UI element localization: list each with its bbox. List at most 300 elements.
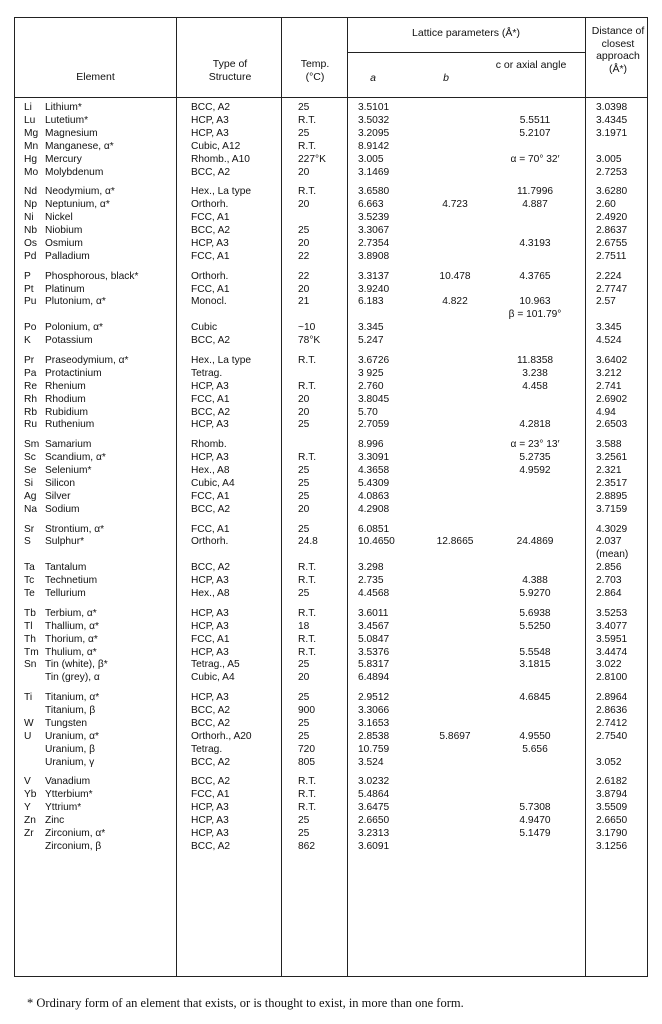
- element-name: Potassium: [45, 335, 93, 347]
- closest-approach: 3.4345: [596, 114, 628, 126]
- temperature: 22: [298, 270, 310, 282]
- element-name: Tungsten: [45, 717, 88, 729]
- temperature: 25: [298, 523, 310, 535]
- structure-type: BCC, A2: [191, 225, 231, 236]
- table-row: [15, 309, 649, 322]
- structure-type: BCC, A2: [191, 756, 231, 768]
- table-row: [15, 102, 649, 115]
- structure-type: Cubic, A12: [191, 140, 241, 152]
- element-symbol: Pd: [24, 250, 37, 262]
- structure-type: HCP, A3: [191, 127, 229, 139]
- element-symbol: Mn: [24, 140, 39, 152]
- structure-type: Cubic, A4: [191, 477, 235, 489]
- temperature: R.T.: [298, 776, 317, 788]
- element-symbol: Rb: [24, 406, 38, 418]
- element-symbol: Ni: [24, 212, 34, 224]
- structure-type: Tetrag.: [191, 367, 223, 379]
- element-name: Tin (grey), α: [45, 672, 100, 684]
- header-a: a: [370, 72, 376, 84]
- param-a: 3.5101: [358, 102, 390, 113]
- element-symbol: W: [24, 717, 34, 729]
- footnote: * Ordinary form of an element that exists, or is thought to exist, in more than one form.: [27, 996, 464, 1010]
- param-a: 3.3066: [358, 705, 390, 716]
- closest-approach: 2.224: [596, 270, 622, 282]
- param-a: 3 925: [358, 367, 384, 379]
- param-a: 5.70: [358, 406, 378, 418]
- param-a: 2.760: [358, 380, 384, 392]
- param-c: 5.5548: [519, 646, 551, 658]
- table-row: [15, 549, 649, 562]
- element-name: Titanium, β: [45, 705, 96, 716]
- element-symbol: Os: [24, 237, 38, 249]
- table-row: [15, 491, 649, 504]
- element-symbol: Tb: [24, 607, 36, 619]
- table-row: [15, 504, 649, 517]
- closest-approach: 3.005: [596, 153, 622, 165]
- table-row: [15, 757, 649, 770]
- param-c: 5.9270: [519, 588, 551, 599]
- lattice-header-rule: [347, 52, 585, 53]
- param-a: 3.6011: [358, 607, 389, 619]
- element-symbol: Mo: [24, 166, 39, 178]
- closest-approach: 3.345: [596, 322, 622, 334]
- param-c: 11.8358: [516, 354, 554, 366]
- param-a: 5.8317: [358, 659, 390, 671]
- temperature: 25: [298, 717, 310, 729]
- element-symbol: Po: [24, 322, 37, 334]
- element-symbol: Ag: [24, 490, 37, 502]
- structure-type: Rhomb.: [191, 439, 227, 451]
- closest-approach: 2.7511: [596, 250, 627, 262]
- table-row: [15, 608, 649, 621]
- temperature: 20: [298, 503, 310, 515]
- closest-approach: 2.7540: [596, 730, 628, 742]
- param-a: 6.663: [358, 199, 384, 211]
- table-row: [15, 141, 649, 154]
- closest-approach: 2.6902: [596, 393, 628, 405]
- structure-type: Hex., A8: [191, 465, 230, 476]
- param-c: 4.3765: [519, 270, 551, 282]
- param-a: 5.4864: [358, 789, 390, 801]
- structure-type: BCC, A2: [191, 335, 231, 347]
- structure-type: BCC, A2: [191, 840, 231, 852]
- closest-approach: 2.57: [596, 296, 616, 308]
- closest-approach: 3.7159: [596, 503, 628, 515]
- temperature: 25: [298, 465, 310, 476]
- temperature: R.T.: [298, 186, 317, 198]
- param-a: 8.9142: [358, 140, 390, 152]
- param-a: 6.4894: [358, 672, 390, 684]
- structure-type: HCP, A3: [191, 575, 229, 587]
- element-name: Strontium, α*: [45, 523, 105, 535]
- param-c: 5.5511: [519, 114, 551, 126]
- closest-approach: 3.588: [596, 439, 622, 451]
- closest-approach: 2.6650: [596, 815, 628, 827]
- table-row: [15, 167, 649, 180]
- param-a: 4.0863: [358, 490, 390, 502]
- element-symbol: Ti: [24, 692, 33, 704]
- element-symbol: Te: [24, 588, 35, 599]
- table-row: [15, 634, 649, 647]
- table-row: [15, 536, 649, 549]
- element-name: Zirconium, β: [45, 840, 102, 852]
- element-symbol: Yb: [24, 789, 37, 801]
- table-row: [15, 659, 649, 672]
- temperature: 227°K: [298, 153, 326, 165]
- element-name: Ytterbium*: [45, 789, 93, 801]
- element-name: Yttrium*: [45, 802, 82, 814]
- param-c: 5.2735: [519, 452, 551, 464]
- temperature: R.T.: [298, 646, 317, 658]
- table-row: [15, 355, 649, 368]
- temperature: 24.8: [298, 536, 318, 548]
- header-c: c or axial angle: [495, 59, 567, 71]
- param-c: 4.388: [522, 575, 548, 587]
- table-row: [15, 271, 649, 284]
- table-row: [15, 802, 649, 815]
- element-name: Platinum: [45, 283, 85, 295]
- element-name: Titanium, α*: [45, 692, 100, 704]
- element-name: Phosphorous, black*: [45, 270, 139, 282]
- structure-type: Orthorh.: [191, 199, 229, 211]
- temperature: 25: [298, 127, 310, 139]
- element-name: Tantalum: [45, 562, 87, 574]
- element-symbol: Pu: [24, 296, 37, 308]
- header-temp: Temp. (°C): [300, 58, 330, 83]
- element-symbol: Se: [24, 465, 37, 476]
- table-row: [15, 815, 649, 828]
- header-lattice: Lattice parameters (Å*): [412, 27, 520, 39]
- structure-type: FCC, A1: [191, 633, 230, 645]
- temperature: 20: [298, 406, 310, 418]
- closest-approach: 2.7412: [596, 717, 628, 729]
- param-a: 3.2095: [358, 127, 390, 139]
- closest-approach: 3.8794: [596, 789, 628, 801]
- temperature: R.T.: [298, 633, 317, 645]
- element-name: Praseodymium, α*: [45, 354, 129, 366]
- temperature: R.T.: [298, 575, 317, 587]
- param-c: 3.1815: [519, 659, 551, 671]
- param-c: α = 70° 32′: [510, 153, 560, 165]
- element-symbol: U: [24, 730, 32, 742]
- temperature: 20: [298, 166, 310, 178]
- structure-type: Rhomb., A10: [191, 153, 250, 165]
- element-name: Plutonium, α*: [45, 296, 106, 308]
- table-row: [15, 465, 649, 478]
- closest-approach: 2.7253: [596, 166, 628, 178]
- header-bottom-rule: [15, 97, 647, 98]
- closest-approach: 2.741: [596, 380, 622, 392]
- element-name: Tin (white), β*: [45, 659, 108, 671]
- element-name: Tellurium: [45, 588, 86, 599]
- element-symbol: Pt: [24, 283, 34, 295]
- structure-type: HCP, A3: [191, 114, 229, 126]
- lattice-table: [14, 17, 648, 977]
- element-name: Niobium: [45, 225, 83, 236]
- closest-approach: 2.321: [596, 465, 622, 476]
- param-c: 5.1479: [519, 828, 551, 839]
- param-c: 4.9550: [519, 730, 551, 742]
- element-name: Nickel: [45, 212, 73, 224]
- element-symbol: Th: [24, 633, 36, 645]
- temperature: R.T.: [298, 354, 317, 366]
- table-row: [15, 115, 649, 128]
- structure-type: HCP, A3: [191, 692, 229, 704]
- param-b: 4.723: [442, 199, 468, 211]
- temperature: R.T.: [298, 380, 317, 392]
- structure-type: Orthorh., A20: [191, 730, 252, 742]
- element-symbol: K: [24, 335, 31, 347]
- temperature: 20: [298, 393, 310, 405]
- element-name: Uranium, α*: [45, 730, 100, 742]
- closest-approach: 2.8964: [596, 692, 628, 704]
- param-a: 2.7354: [358, 237, 390, 249]
- structure-type: Monocl.: [191, 296, 227, 308]
- element-symbol: Nb: [24, 225, 38, 236]
- param-a: 5.4309: [358, 477, 390, 489]
- param-a: 6.183: [358, 296, 384, 308]
- element-name: Lutetium*: [45, 114, 89, 126]
- element-name: Palladium: [45, 250, 90, 262]
- temperature: 25: [298, 102, 310, 113]
- closest-approach: 3.0398: [596, 102, 628, 113]
- closest-approach: 3.6402: [596, 354, 628, 366]
- element-name: Thallium, α*: [45, 620, 100, 632]
- closest-approach: 2.7747: [596, 283, 628, 295]
- structure-type: HCP, A3: [191, 802, 229, 814]
- param-a: 2.9512: [358, 692, 390, 704]
- param-c: 5.5250: [519, 620, 551, 632]
- element-symbol: Sn: [24, 659, 37, 671]
- param-a: 3.298: [358, 562, 384, 574]
- structure-type: FCC, A1: [191, 523, 230, 535]
- temperature: 720: [298, 743, 315, 755]
- closest-approach: 3.2561: [596, 452, 628, 464]
- temperature: 862: [298, 840, 315, 852]
- element-symbol: Ru: [24, 419, 38, 431]
- param-a: 3.4567: [358, 620, 390, 632]
- param-a: 3.005: [358, 153, 384, 165]
- closest-approach: 2.037: [596, 536, 622, 548]
- table-row: [15, 718, 649, 731]
- closest-approach: 2.864: [596, 588, 622, 599]
- temperature: 20: [298, 237, 310, 249]
- param-a: 6.0851: [358, 523, 390, 535]
- param-a: 3.3067: [358, 225, 390, 236]
- element-name: Mercury: [45, 153, 82, 165]
- temperature: R.T.: [298, 802, 317, 814]
- param-a: 3.1469: [358, 166, 390, 178]
- temperature: 20: [298, 199, 310, 211]
- element-name: Zirconium, α*: [45, 828, 106, 839]
- structure-type: Cubic, A4: [191, 672, 235, 684]
- structure-type: BCC, A2: [191, 562, 231, 574]
- param-a: 3.8908: [358, 250, 390, 262]
- param-c: β = 101.79°: [508, 309, 562, 321]
- param-b: 5.8697: [439, 730, 471, 742]
- header-element: Element: [76, 71, 115, 83]
- element-name: Technetium: [45, 575, 98, 587]
- table-row: [15, 692, 649, 705]
- temperature: R.T.: [298, 562, 317, 574]
- closest-approach: 3.212: [596, 367, 622, 379]
- structure-type: FCC, A1: [191, 283, 230, 295]
- table-row: [15, 368, 649, 381]
- param-c: 5.6938: [519, 607, 551, 619]
- element-symbol: S: [24, 536, 31, 548]
- element-symbol: Ta: [24, 562, 35, 574]
- element-name: Silver: [45, 490, 71, 502]
- element-symbol: P: [24, 270, 31, 282]
- structure-type: BCC, A2: [191, 166, 231, 178]
- table-row: [15, 672, 649, 685]
- param-a: 4.4568: [358, 588, 390, 599]
- structure-type: Orthorh.: [191, 270, 229, 282]
- table-row: [15, 284, 649, 297]
- param-a: 5.247: [358, 335, 384, 347]
- param-a: 2.8538: [358, 730, 390, 742]
- structure-type: Hex., La type: [191, 186, 252, 198]
- param-a: 3.8045: [358, 393, 390, 405]
- temperature: R.T.: [298, 789, 317, 801]
- structure-type: Tetrag., A5: [191, 659, 240, 671]
- table-row: [15, 238, 649, 251]
- param-a: 3.6091: [358, 840, 390, 852]
- table-row: [15, 439, 649, 452]
- table-row: [15, 199, 649, 212]
- header-distance: Distance of closest approach (Å*): [591, 25, 645, 75]
- temperature: 25: [298, 588, 310, 599]
- temperature: 805: [298, 756, 315, 768]
- structure-type: Cubic: [191, 322, 218, 334]
- temperature: 20: [298, 283, 310, 295]
- table-row: [15, 407, 649, 420]
- element-name: Neptunium, α*: [45, 199, 110, 211]
- table-row: [15, 419, 649, 432]
- param-a: 3.345: [358, 322, 384, 334]
- element-name: Osmium: [45, 237, 83, 249]
- structure-type: BCC, A2: [191, 705, 231, 716]
- table-row: [15, 776, 649, 789]
- structure-type: HCP, A3: [191, 607, 229, 619]
- param-a: 2.6650: [358, 815, 390, 827]
- param-a: 3.6580: [358, 186, 390, 198]
- element-name: Terbium, α*: [45, 607, 97, 619]
- param-c: α = 23° 13′: [510, 439, 560, 451]
- element-symbol: Re: [24, 380, 38, 392]
- temperature: 18: [298, 620, 310, 632]
- param-a: 4.3658: [358, 465, 390, 476]
- structure-type: FCC, A1: [191, 212, 230, 224]
- table-row: [15, 524, 649, 537]
- param-a: 8.996: [358, 439, 384, 451]
- closest-approach: 2.6182: [596, 776, 628, 788]
- structure-type: FCC, A1: [191, 393, 230, 405]
- closest-approach: 2.8895: [596, 490, 628, 502]
- table-row: [15, 381, 649, 394]
- structure-type: Hex., La type: [191, 354, 252, 366]
- table-row: [15, 575, 649, 588]
- table-row: [15, 186, 649, 199]
- param-a: 3.524: [358, 756, 384, 768]
- structure-type: BCC, A2: [191, 503, 231, 515]
- param-a: 2.735: [358, 575, 384, 587]
- temperature: ~10: [298, 322, 316, 334]
- closest-approach: 2.8636: [596, 705, 628, 716]
- temperature: R.T.: [298, 140, 317, 152]
- param-a: 5.0847: [358, 633, 390, 645]
- element-symbol: Zr: [24, 828, 34, 839]
- param-a: 10.4650: [358, 536, 395, 548]
- closest-approach: 2.8637: [596, 225, 628, 236]
- temperature: 25: [298, 419, 310, 431]
- element-name: Molybdenum: [45, 166, 104, 178]
- closest-approach: 3.1971: [596, 127, 628, 139]
- element-symbol: Li: [24, 102, 32, 113]
- element-name: Rhodium: [45, 393, 86, 405]
- closest-approach: 3.4474: [596, 646, 628, 658]
- table-row: [15, 744, 649, 757]
- element-symbol: Pr: [24, 354, 35, 366]
- temperature: 900: [298, 705, 315, 716]
- structure-type: HCP, A3: [191, 237, 229, 249]
- table-row: [15, 452, 649, 465]
- structure-type: Hex., A8: [191, 588, 230, 599]
- closest-approach: 2.856: [596, 562, 622, 574]
- closest-approach: 3.6280: [596, 186, 628, 198]
- closest-approach: 3.022: [596, 659, 622, 671]
- param-a: 3.1653: [358, 717, 390, 729]
- element-name: Uranium, β: [45, 743, 96, 755]
- temperature: 21: [298, 296, 310, 308]
- param-a: 3.5032: [358, 114, 390, 126]
- temperature: R.T.: [298, 607, 317, 619]
- table-row: [15, 335, 649, 348]
- closest-approach: 2.6503: [596, 419, 628, 431]
- table-row: [15, 841, 649, 854]
- closest-approach: (mean): [596, 549, 629, 561]
- param-c: 3.238: [522, 367, 548, 379]
- param-a: 10.759: [358, 743, 390, 755]
- element-name: Ruthenium: [45, 419, 95, 431]
- param-a: 3.5376: [358, 646, 390, 658]
- structure-type: BCC, A2: [191, 406, 231, 418]
- structure-type: FCC, A1: [191, 789, 230, 801]
- param-a: 3.0232: [358, 776, 390, 788]
- element-name: Neodymium, α*: [45, 186, 115, 198]
- param-c: 5.656: [522, 743, 548, 755]
- element-symbol: Zn: [24, 815, 36, 827]
- closest-approach: 4.3029: [596, 523, 628, 535]
- closest-approach: 2.4920: [596, 212, 628, 224]
- element-symbol: Sc: [24, 452, 36, 464]
- table-row: [15, 621, 649, 634]
- structure-type: BCC, A2: [191, 776, 231, 788]
- table-row: [15, 562, 649, 575]
- element-symbol: Mg: [24, 127, 39, 139]
- table-row: [15, 647, 649, 660]
- header-b: b: [443, 72, 449, 84]
- element-name: Thulium, α*: [45, 646, 97, 658]
- param-a: 3.9240: [358, 283, 390, 295]
- element-name: Uranium, γ: [45, 756, 95, 768]
- element-symbol: Si: [24, 477, 34, 489]
- temperature: 25: [298, 815, 310, 827]
- structure-type: BCC, A2: [191, 717, 231, 729]
- element-name: Silicon: [45, 477, 76, 489]
- closest-approach: 3.1256: [596, 840, 628, 852]
- closest-approach: 2.8100: [596, 672, 628, 684]
